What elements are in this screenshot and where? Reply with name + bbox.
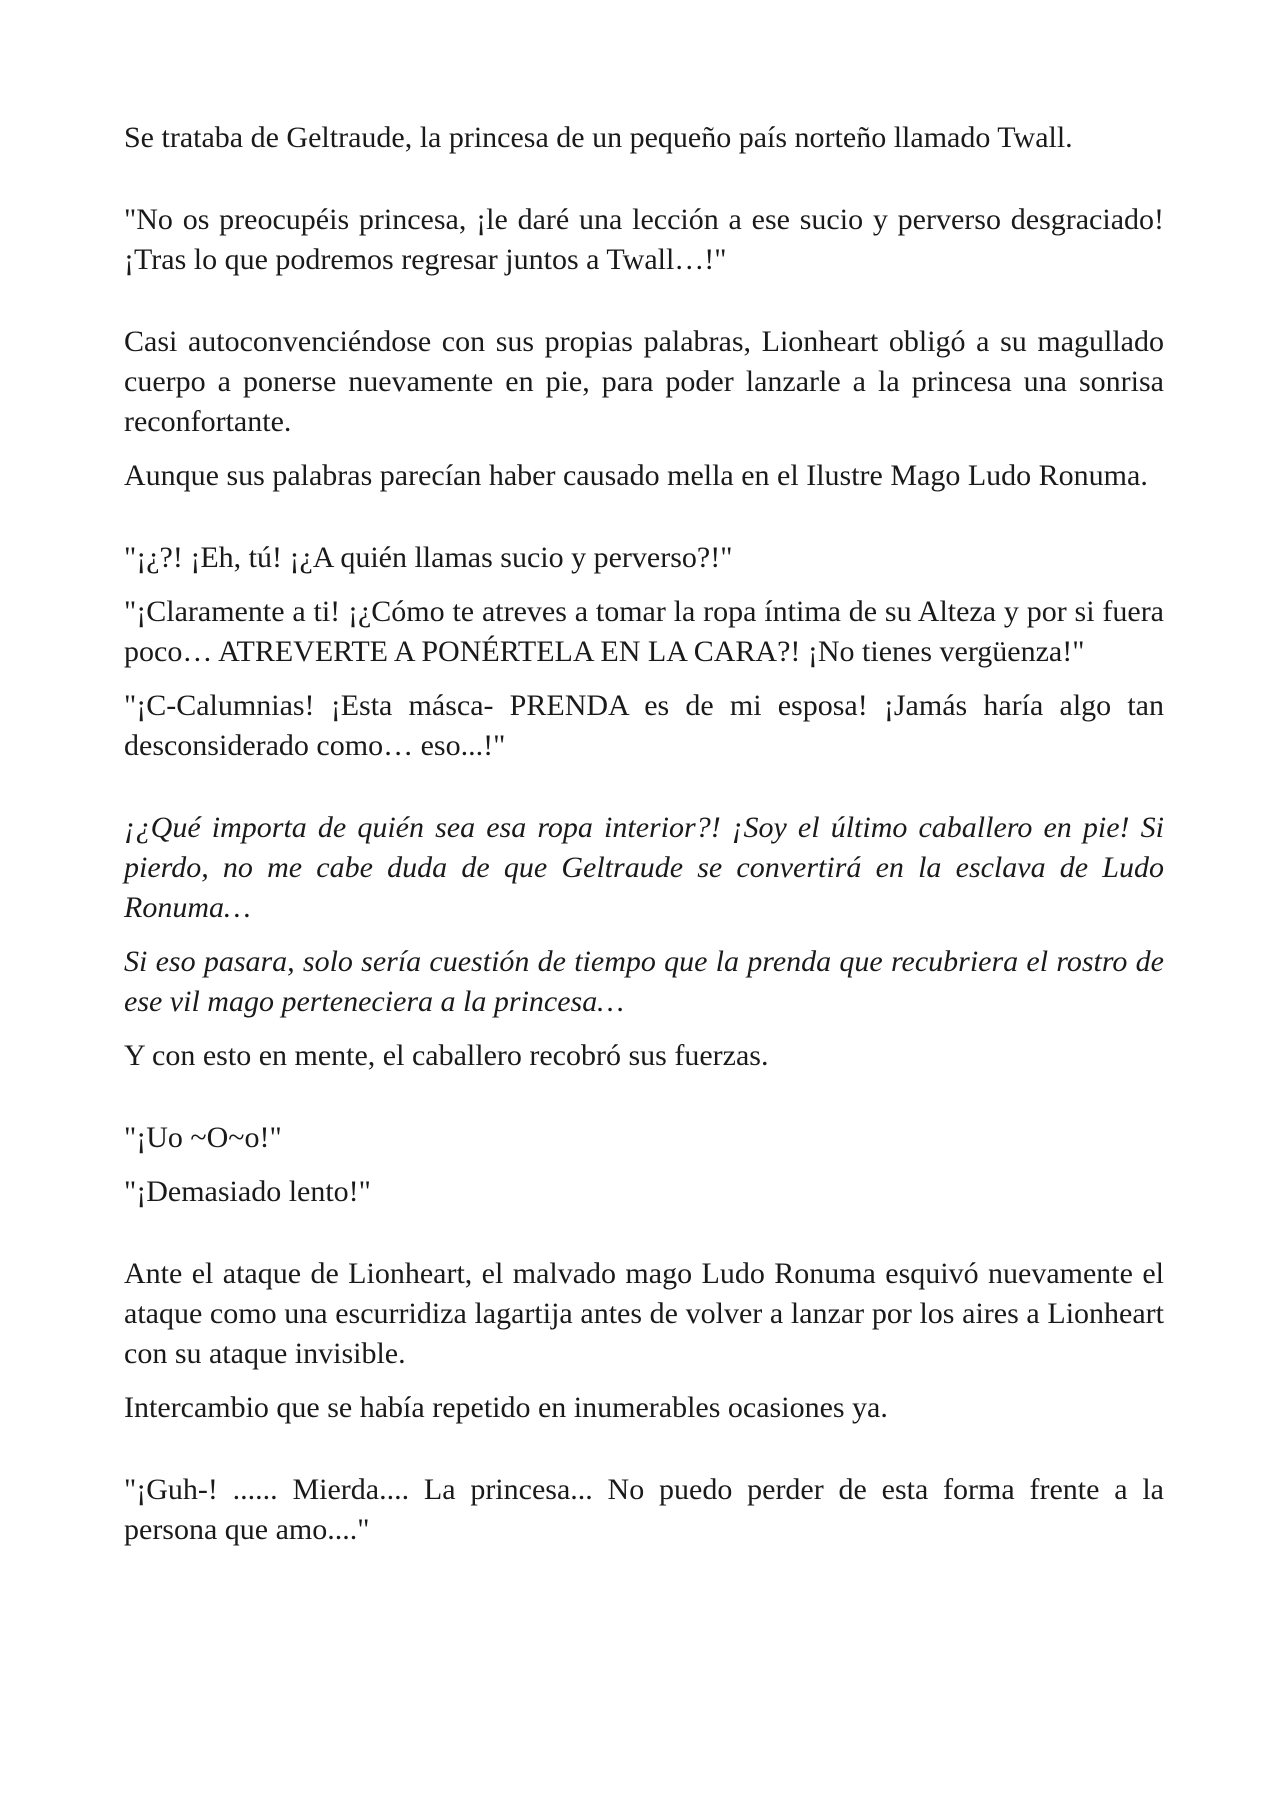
paragraph-5: "¡¿?! ¡Eh, tú! ¡¿A quién llamas sucio y perverso?!" (124, 541, 733, 574)
paragraph-7: "¡C-Calumnias! ¡Esta másca- PRENDA es de mi esposa! ¡Jamás haría algo tan desconsiderado como… eso...!" (124, 689, 1164, 762)
paragraph-6: "¡Claramente a ti! ¡¿Cómo te atreves a tomar la ropa íntima de su Alteza y por si fuera poco… ATREVERTE A PONÉRTELA EN LA CARA?! ¡No tienes vergüenza!" (124, 595, 1164, 668)
paragraph-2: "No os preocupéis princesa, ¡le daré una lección a ese sucio y perverso desgraciado! ¡Tras lo que podremos regresar juntos a Twall…!" (124, 203, 1164, 276)
paragraph-3: Casi autoconvenciéndose con sus propias palabras, Lionheart obligó a su magullado cuerpo a ponerse nuevamente en pie, para poder lanzarle a la princesa una sonrisa reconfortante. (124, 325, 1164, 438)
paragraph-14: Intercambio que se había repetido en inumerables ocasiones ya. (124, 1391, 888, 1424)
paragraph-15: "¡Guh-! ...... Mierda.... La princesa... No puedo perder de esta forma frente a la persona que amo...." (124, 1473, 1164, 1546)
paragraph-11: "¡Uo ~O~o!" (124, 1121, 282, 1154)
paragraph-9: Si eso pasara, solo sería cuestión de tiempo que la prenda que recubriera el rostro de ese vil mago perteneciera a la princesa… (124, 945, 1164, 1018)
paragraph-12: "¡Demasiado lento!" (124, 1175, 371, 1208)
paragraph-13: Ante el ataque de Lionheart, el malvado mago Ludo Ronuma esquivó nuevamente el ataque como una escurridiza lagartija antes de volver a lanzar por los aires a Lionheart con su ataque invisible. (124, 1257, 1164, 1370)
paragraph-4: Aunque sus palabras parecían haber causado mella en el Ilustre Mago Ludo Ronuma. (124, 459, 1148, 492)
paragraph-1: Se trataba de Geltraude, la princesa de un pequeño país norteño llamado Twall. (124, 121, 1073, 154)
document-page (124, 118, 1164, 1550)
paragraph-8: ¡¿Qué importa de quién sea esa ropa interior?! ¡Soy el último caballero en pie! Si pierdo, no me cabe duda de que Geltraude se convertirá en la esclava de Ludo Ronuma… (124, 811, 1164, 924)
paragraph-10: Y con esto en mente, el caballero recobró sus fuerzas. (124, 1039, 769, 1072)
